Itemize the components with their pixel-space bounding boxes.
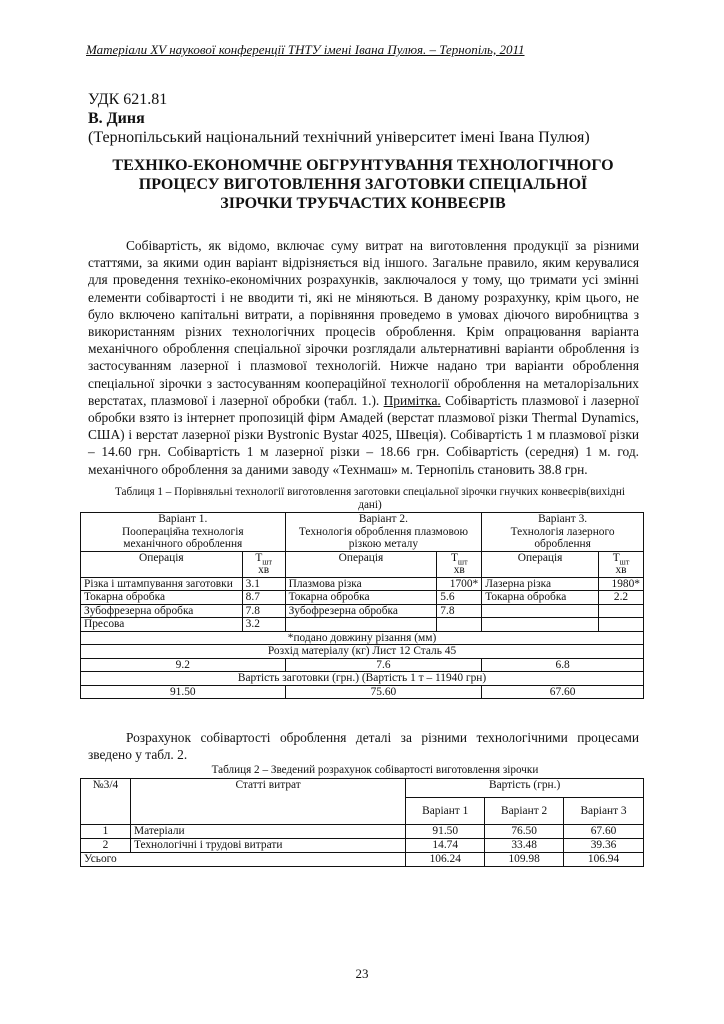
- table-cell: 67.60: [564, 825, 644, 839]
- table-row: [81, 604, 644, 618]
- table-footnote: *подано довжину різання (мм): [81, 631, 644, 645]
- table-row: [81, 577, 644, 591]
- table2: [80, 778, 644, 867]
- table-cell: 1700*: [437, 577, 482, 591]
- table-row: [81, 658, 644, 672]
- body-part-1: Собівартість, як відомо, включає суму витрат на виготовлення продукції за різними статтями, за якими один варіант відрізняється від іншого. Загальне правило, яким керувалися для проведення техніко-економічних розрахунків, заключалося у тому, що тримати усі змінні елементи собівартості і не вводити ті, які не міняються. В даному розрахунку, крім цього, не було включено капітальні витрати, а порівняння проведемо в умовах діючого виробництва з використанням різних технологічних процесів оброблення. Крім опрацювання варіанта механічного оброблення спеціальної зірочки розглядали альтернативні варіанти оброблення із застосуванням лазерної і плазмової технологій. Нижче надано три варіанти оброблення спеціальної зірочки з застосуванням коопераційної технології оброблення на металорізальних верстатах, плазмової і лазерної обробки (табл. 1.).: [88, 238, 639, 408]
- time-header: $Т_{шт}$ хв: [599, 551, 644, 577]
- table-cell: 1: [81, 825, 131, 839]
- title-line: ПРОЦЕСУ ВИГОТОВЛЕННЯ ЗАГОТОВКИ СПЕЦІАЛЬНОЇ: [138, 176, 588, 193]
- blank-cost-header: Вартість заготовки (грн.) (Вартість 1 т – 11940 грн): [81, 672, 644, 686]
- table-cell: 91.50: [406, 825, 485, 839]
- table-cell: 8.7: [242, 591, 285, 605]
- material-header: Розхід матеріалу (кг) Лист 12 Сталь 45: [81, 645, 644, 659]
- table-row: [81, 839, 644, 853]
- table1: [80, 512, 644, 699]
- body-paragraph: [88, 237, 639, 478]
- table-cell: Зубофрезерна обробка: [285, 604, 437, 618]
- table-cell: 33.48: [485, 839, 564, 853]
- table-row: [81, 825, 644, 839]
- variant-header: Варіант 3: [564, 798, 644, 825]
- material-value: 7.6: [285, 658, 482, 672]
- material-value: 9.2: [81, 658, 286, 672]
- table-cell: [285, 618, 437, 632]
- variant-header: Варіант 3. Технологія лазерного оброблення: [482, 513, 644, 552]
- time-header: $Т_{шт}$ хв: [437, 551, 482, 577]
- blank-cost-value: 91.50: [81, 685, 286, 699]
- total-label: Усього: [81, 853, 406, 867]
- article-meta: [88, 90, 590, 147]
- number-header: №3/4: [81, 779, 131, 825]
- table-cell: 14.74: [406, 839, 485, 853]
- total-value: 106.24: [406, 853, 485, 867]
- table-cell: 3.1: [242, 577, 285, 591]
- running-header: Матеріали XV наукової конференції ТНТУ імені Івана Пулюя. – Тернопіль, 2011: [86, 42, 525, 57]
- items-header: Статті витрат: [130, 779, 405, 825]
- udk-code: УДК 621.81: [88, 91, 168, 108]
- table-cell: 2.2: [599, 591, 644, 605]
- table-row: [81, 672, 644, 686]
- table-row: [81, 779, 644, 798]
- table-cell: 1980*: [599, 577, 644, 591]
- title-line: ЗІРОЧКИ ТРУБЧАСТИХ КОНВЕЄРІВ: [220, 195, 506, 212]
- table-row: [81, 551, 644, 577]
- material-value: 6.8: [482, 658, 644, 672]
- table-cell: Технологічні і трудові витрати: [130, 839, 405, 853]
- variant-header: Варіант 1. Пооперація̆на технологія механічного оброблення: [81, 513, 286, 552]
- table-cell: [599, 618, 644, 632]
- variant-header: Варіант 2: [485, 798, 564, 825]
- table-cell: 2: [81, 839, 131, 853]
- table-row: [81, 631, 644, 645]
- blank-cost-value: 75.60: [285, 685, 482, 699]
- variant-header: Варіант 2. Технологія оброблення плазмовою різкою металу: [285, 513, 482, 552]
- table-cell: Пресова: [81, 618, 243, 632]
- table-cell: Зубофрезерна обробка: [81, 604, 243, 618]
- blank-cost-value: 67.60: [482, 685, 644, 699]
- table-cell: Токарна обробка: [285, 591, 437, 605]
- table-cell: 3.2: [242, 618, 285, 632]
- table-cell: 7.8: [242, 604, 285, 618]
- total-value: 109.98: [485, 853, 564, 867]
- page-number: 23: [355, 966, 369, 981]
- time-header: $Т_{шт}$ хв: [242, 551, 285, 577]
- summary-paragraph: Розрахунок собівартості оброблення деталі за різними технологічними процесами зведено у табл. 2.: [88, 730, 639, 762]
- table-row: [81, 853, 644, 867]
- table-cell: 39.36: [564, 839, 644, 853]
- table2-caption: Таблиця 2 – Зведений розрахунок собівартості виготовлення зірочки: [211, 764, 539, 776]
- operation-header: Операція: [482, 551, 599, 577]
- body-text: [88, 237, 639, 478]
- table-cell: Токарна обробка: [81, 591, 243, 605]
- table-cell: Лазерна різка: [482, 577, 599, 591]
- table-cell: Плазмова різка: [285, 577, 437, 591]
- table-cell: [482, 618, 599, 632]
- note-label: Примітка.: [383, 392, 441, 408]
- table-row: [81, 591, 644, 605]
- table-cell: Матеріали: [130, 825, 405, 839]
- total-value: 106.94: [564, 853, 644, 867]
- table-row: [81, 685, 644, 699]
- cost-header: Вартість (грн.): [406, 779, 644, 798]
- title-line: ТЕХНІКО-ЕКОНОМЧНЕ ОБГРУНТУВАННЯ ТЕХНОЛОГІЧНОГО: [112, 157, 614, 174]
- article-title: [88, 156, 638, 213]
- author-name: В. Диня: [88, 110, 145, 127]
- operation-header: Операція: [81, 551, 243, 577]
- table-cell: Різка і штампування заготовки: [81, 577, 243, 591]
- operation-header: Операція: [285, 551, 437, 577]
- table-cell: [482, 604, 599, 618]
- table1-caption: Таблиця 1 – Порівняльні технології виготовлення заготовки спеціальної зірочки гнучких конвеєрів(вихідні дані): [114, 486, 626, 511]
- table-row: [81, 618, 644, 632]
- table-cell: 5.6: [437, 591, 482, 605]
- table-row: [81, 645, 644, 659]
- table-cell: 76.50: [485, 825, 564, 839]
- table-cell: [437, 618, 482, 632]
- table-row: [81, 513, 644, 552]
- table-cell: Токарна обробка: [482, 591, 599, 605]
- affiliation: (Тернопільський національний технічний університет імені Івана Пулюя): [88, 129, 590, 146]
- body-part-2: Собівартість плазмової і лазерної обробки взято із інтернет пропозицій фірм Амадей (верстат плазмової різки Thermal Dynamics, США) і верстат лазерної різки Bystronic Bystar 4025, Швеція). Собівартість 1 м плазмової різки – 14.60 грн. Собівартість 1 м лазерної різки – 18.66 грн. Собівартість (середня) 1 м. год. механічного оброблення за даними заводу «Технмаш» м. Тернопіль становить 38.8 грн.: [88, 392, 639, 477]
- table-cell: 7.8: [437, 604, 482, 618]
- variant-header: Варіант 1: [406, 798, 485, 825]
- table-cell: [599, 604, 644, 618]
